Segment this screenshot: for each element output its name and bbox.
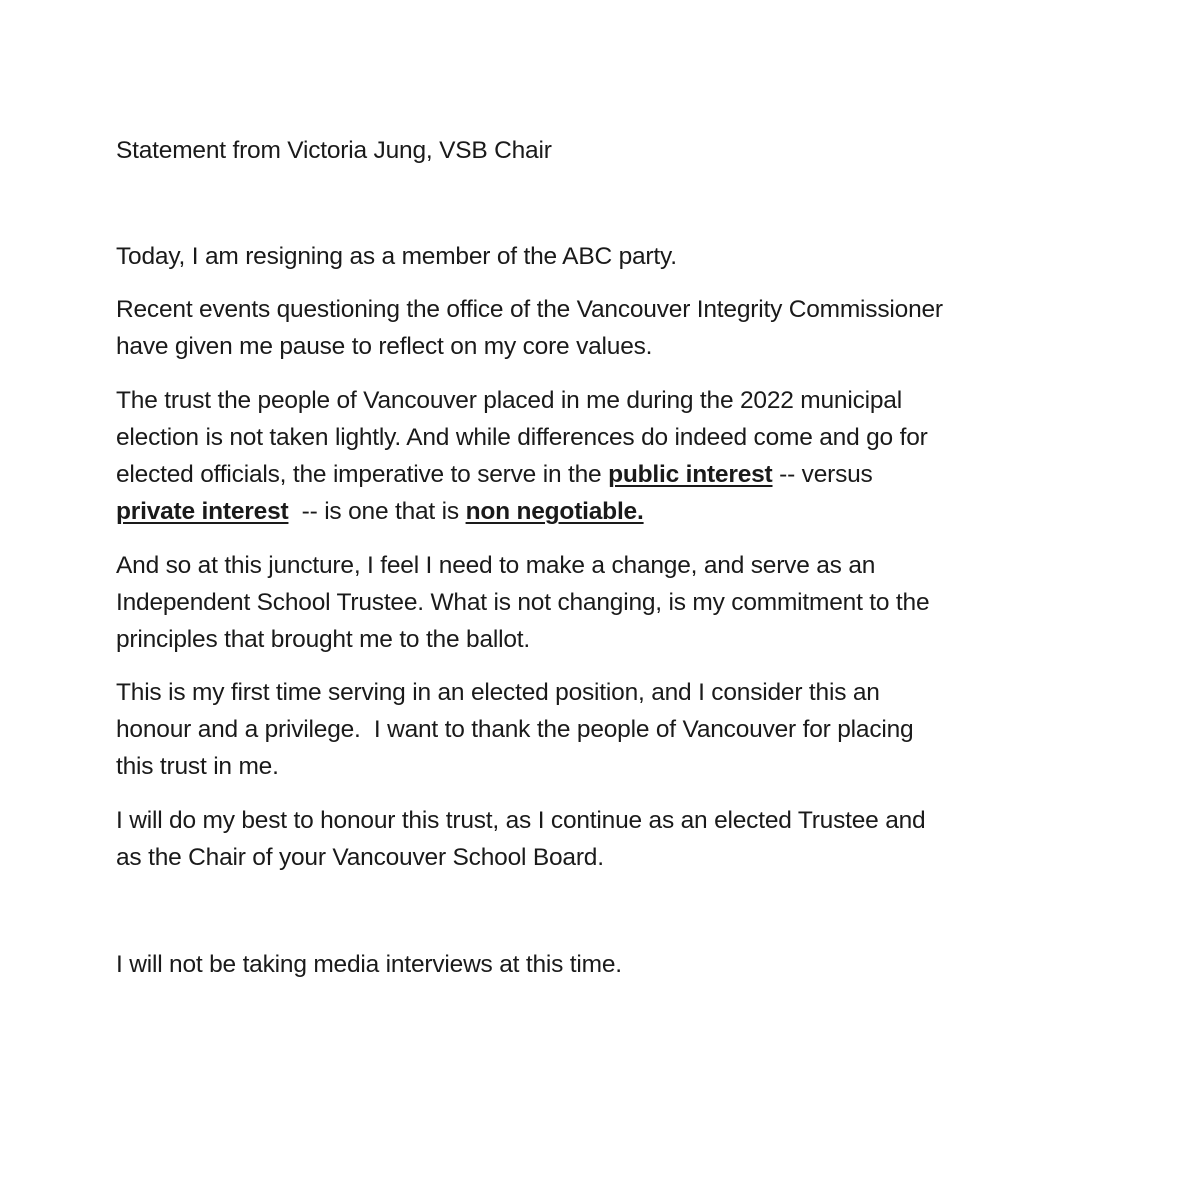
text-line: Today, I am resigning as a member of the ABC party.	[116, 243, 677, 270]
paragraph-honour-trust	[116, 802, 925, 876]
text-line	[116, 456, 928, 493]
paragraph-resignation	[116, 238, 677, 275]
paragraph-recent-events	[116, 291, 943, 365]
text-line: I will not be taking media interviews at this time.	[116, 951, 622, 978]
paragraph-no-interviews	[116, 946, 622, 983]
text-line	[116, 493, 928, 530]
emphasis-public-interest: public interest	[608, 461, 773, 488]
text-line: Recent events questioning the office of the Vancouver Integrity Commissioner	[116, 296, 943, 323]
text-segment: -- versus	[772, 461, 873, 488]
text-line: I will do my best to honour this trust, as I continue as an elected Trustee and	[116, 807, 926, 834]
statement-title: Statement from Victoria Jung, VSB Chair	[116, 137, 552, 164]
text-line: honour and a privilege. I want to thank the people of Vancouver for placing	[116, 716, 914, 743]
emphasis-private-interest: private interest	[116, 498, 289, 525]
text-line: this trust in me.	[116, 753, 279, 780]
text-line: principles that brought me to the ballot.	[116, 626, 530, 653]
text-line: The trust the people of Vancouver placed in me during the 2022 municipal	[116, 387, 902, 414]
paragraph-independent-trustee	[116, 547, 929, 658]
text-line: as the Chair of your Vancouver School Board.	[116, 844, 604, 871]
text-line: And so at this juncture, I feel I need to make a change, and serve as an	[116, 552, 876, 579]
text-segment: elected officials, the imperative to serve in the	[116, 461, 609, 488]
text-line: have given me pause to reflect on my core values.	[116, 333, 653, 360]
text-line: This is my first time serving in an elected position, and I consider this an	[116, 679, 880, 706]
text-segment: -- is one that is	[288, 498, 466, 525]
emphasis-non-negotiable: non negotiable.	[465, 498, 644, 525]
paragraph-first-time-serving	[116, 674, 913, 785]
paragraph-public-trust	[116, 382, 928, 530]
text-line: election is not taken lightly. And while differences do indeed come and go for	[116, 424, 928, 451]
text-line: Independent School Trustee. What is not changing, is my commitment to the	[116, 589, 930, 616]
